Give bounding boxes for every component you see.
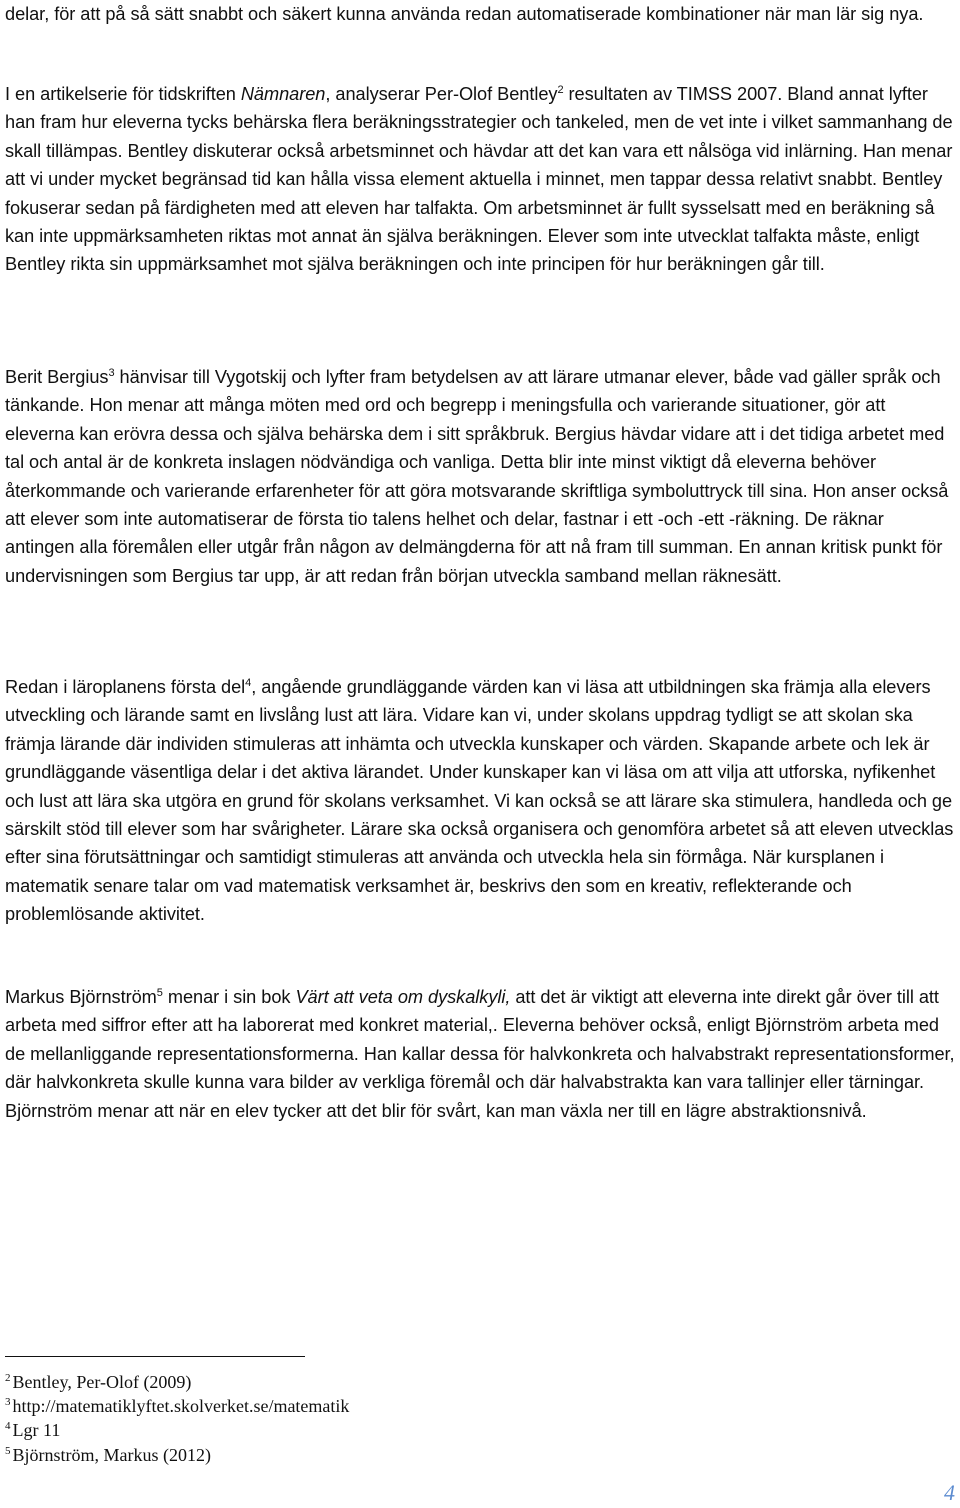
footnote-ref[interactable]: 2 [557, 84, 564, 96]
paragraph-text: Redan i läroplanens första del [5, 677, 246, 697]
paragraph-text: delar, för att på så sätt snabbt och säkert kunna använda redan automatiserade kombinationer när man lär sig nya. [5, 4, 924, 24]
paragraph-text: att det är viktigt att eleverna inte direkt går över till att arbeta med siffror efter att ha laborerat med konkret material,. Eleverna behöver också, enligt Björnström arbeta med de mellanliggande representationsformerna. Han kallar dessa för halvkonkreta och halvabstrakt representationsformer, där halvkonkreta skulle kunna vara bilder av verkliga föremål och där halvabstrakta kan vara tallinjer eller tärningar. Björnström menar att när en elev tycker att det blir för svårt, kan man växla ner till en lägre abstraktionsnivå. [5, 987, 955, 1121]
paragraph-text: menar i sin bok [162, 987, 296, 1007]
paragraph-text: I en artikelserie för tidskriften [5, 84, 241, 104]
book-title: Värt att veta om dyskalkyli, [295, 987, 511, 1007]
journal-title: Nämnaren [240, 84, 326, 104]
paragraph-text: Berit Bergius [5, 367, 109, 387]
footnote-ref[interactable]: 5 [156, 987, 163, 999]
footnote-text: Lgr 11 [12, 1420, 61, 1441]
footnote-text: Bentley, Per-Olof (2009) [12, 1372, 192, 1392]
footnote-number: 5 [5, 1444, 11, 1457]
footnote-ref[interactable]: 4 [245, 677, 252, 689]
footnote-number: 2 [5, 1372, 11, 1384]
paragraph-bentley [5, 80, 955, 279]
paragraph-bjornstrom [5, 983, 955, 1125]
footnote-number: 3 [5, 1396, 11, 1409]
paragraph-laroplan [5, 673, 955, 929]
paragraph-text: resultaten av TIMSS 2007. Bland annat lyfter han fram hur eleverna tycks behärska flera beräkningsstrategier och tankeled, men de vet inte i vilket sammanhang de skall tillämpas. Bentley diskuterar också arbetsminnet och hävdar att det kan vara ett nålsöga vid inlärning. Han menar att vi under mycket begränsad tid kan hålla vissa element aktuella i minnet, men tappar dessa relativt snabbt. Bentley fokuserar sedan på färdigheten med att eleven har talfakta. Om arbetsminnet är fullt sysselsatt med en beräkning så kan inte uppmärksamheten riktas mot annat än själva beräkningen. Elever som inte utvecklat talfakta måste, enligt Bentley rikta sin uppmärksamhet mot själva beräkningen och inte principen för hur beräkningen går till. [5, 84, 953, 275]
paragraph-text: Markus Björnström [5, 987, 157, 1007]
paragraph-text: , analyserar Per-Olof Bentley [325, 84, 558, 104]
paragraph-text: hänvisar till Vygotskij och lyfter fram betydelsen av att lärare utmanar elever, både vad gäller språk och tänkande. Hon menar att många möten med ord och begrepp i meningsfulla och varierande situationer, gör att eleverna kan erövra dessa och själva behärska dem i sitt språkbruk. Bergius hävdar vidare att i det tidiga arbetet med tal och antal är de konkreta inslagen nödvändiga och vanliga. Detta blir inte minst viktigt då eleverna behöver återkommande och varierande erfarenheter för att göra motsvarande skriftliga symboluttryck till sina. Hon anser också att elever som inte automatiserar de första tio talens helhet och delar, fastnar i ett -och -ett -räkning. De räknar antingen alla föremålen eller utgår från någon av delmängderna för att nå fram till summan. En annan kritisk punkt för undervisningen som Bergius tar upp, är att redan från början utveckla samband mellan räknesätt. [5, 367, 949, 586]
footnote [5, 1394, 349, 1418]
paragraph-bergius [5, 363, 955, 590]
footnote [5, 1443, 349, 1467]
footnote-separator [5, 1356, 305, 1357]
paragraph-text: , angående grundläggande värden kan vi läsa att utbildningen ska främja alla elevers utveckling och lärande samt en livslång lust att lära. Vidare kan vi, under skolans uppdrag tydligt se att skolan ska främja lärande där individen stimuleras att inhämta och utveckla kunskaper och värden. Skapande arbete och lek är grundläggande väsentliga delar i det aktiva lärandet. Under kunskaper kan vi läsa om att vilja att utforska, nyfikenhet och lust att lära ska utgöra en grund för skolans verksamhet. Vi kan också se att lärare ska stimulera, handleda och ge särskilt stöd till elever som har svårigheter. Lärare ska också organisera och genomföra arbetet så att eleven utvecklas efter sina förutsättningar och samtidigt stimuleras att använda och utveckla hela sin förmåga. När kursplanen i matematik senare talar om vad matematisk verksamhet är, beskrivs den som en kreativ, reflekterande och problemlösande aktivitet. [5, 677, 954, 925]
footnote [5, 1418, 349, 1442]
footnote-ref[interactable]: 3 [108, 367, 115, 379]
footnote [5, 1370, 349, 1394]
footnote-text: Björnström, Markus (2012) [12, 1444, 211, 1465]
page-number: 4 [944, 1480, 955, 1505]
paragraph-continuation [5, 0, 923, 28]
footnotes-section [5, 1370, 349, 1467]
footnote-link[interactable]: http://matematiklyftet.skolverket.se/matematik [12, 1396, 350, 1417]
footnote-number: 4 [5, 1420, 11, 1433]
